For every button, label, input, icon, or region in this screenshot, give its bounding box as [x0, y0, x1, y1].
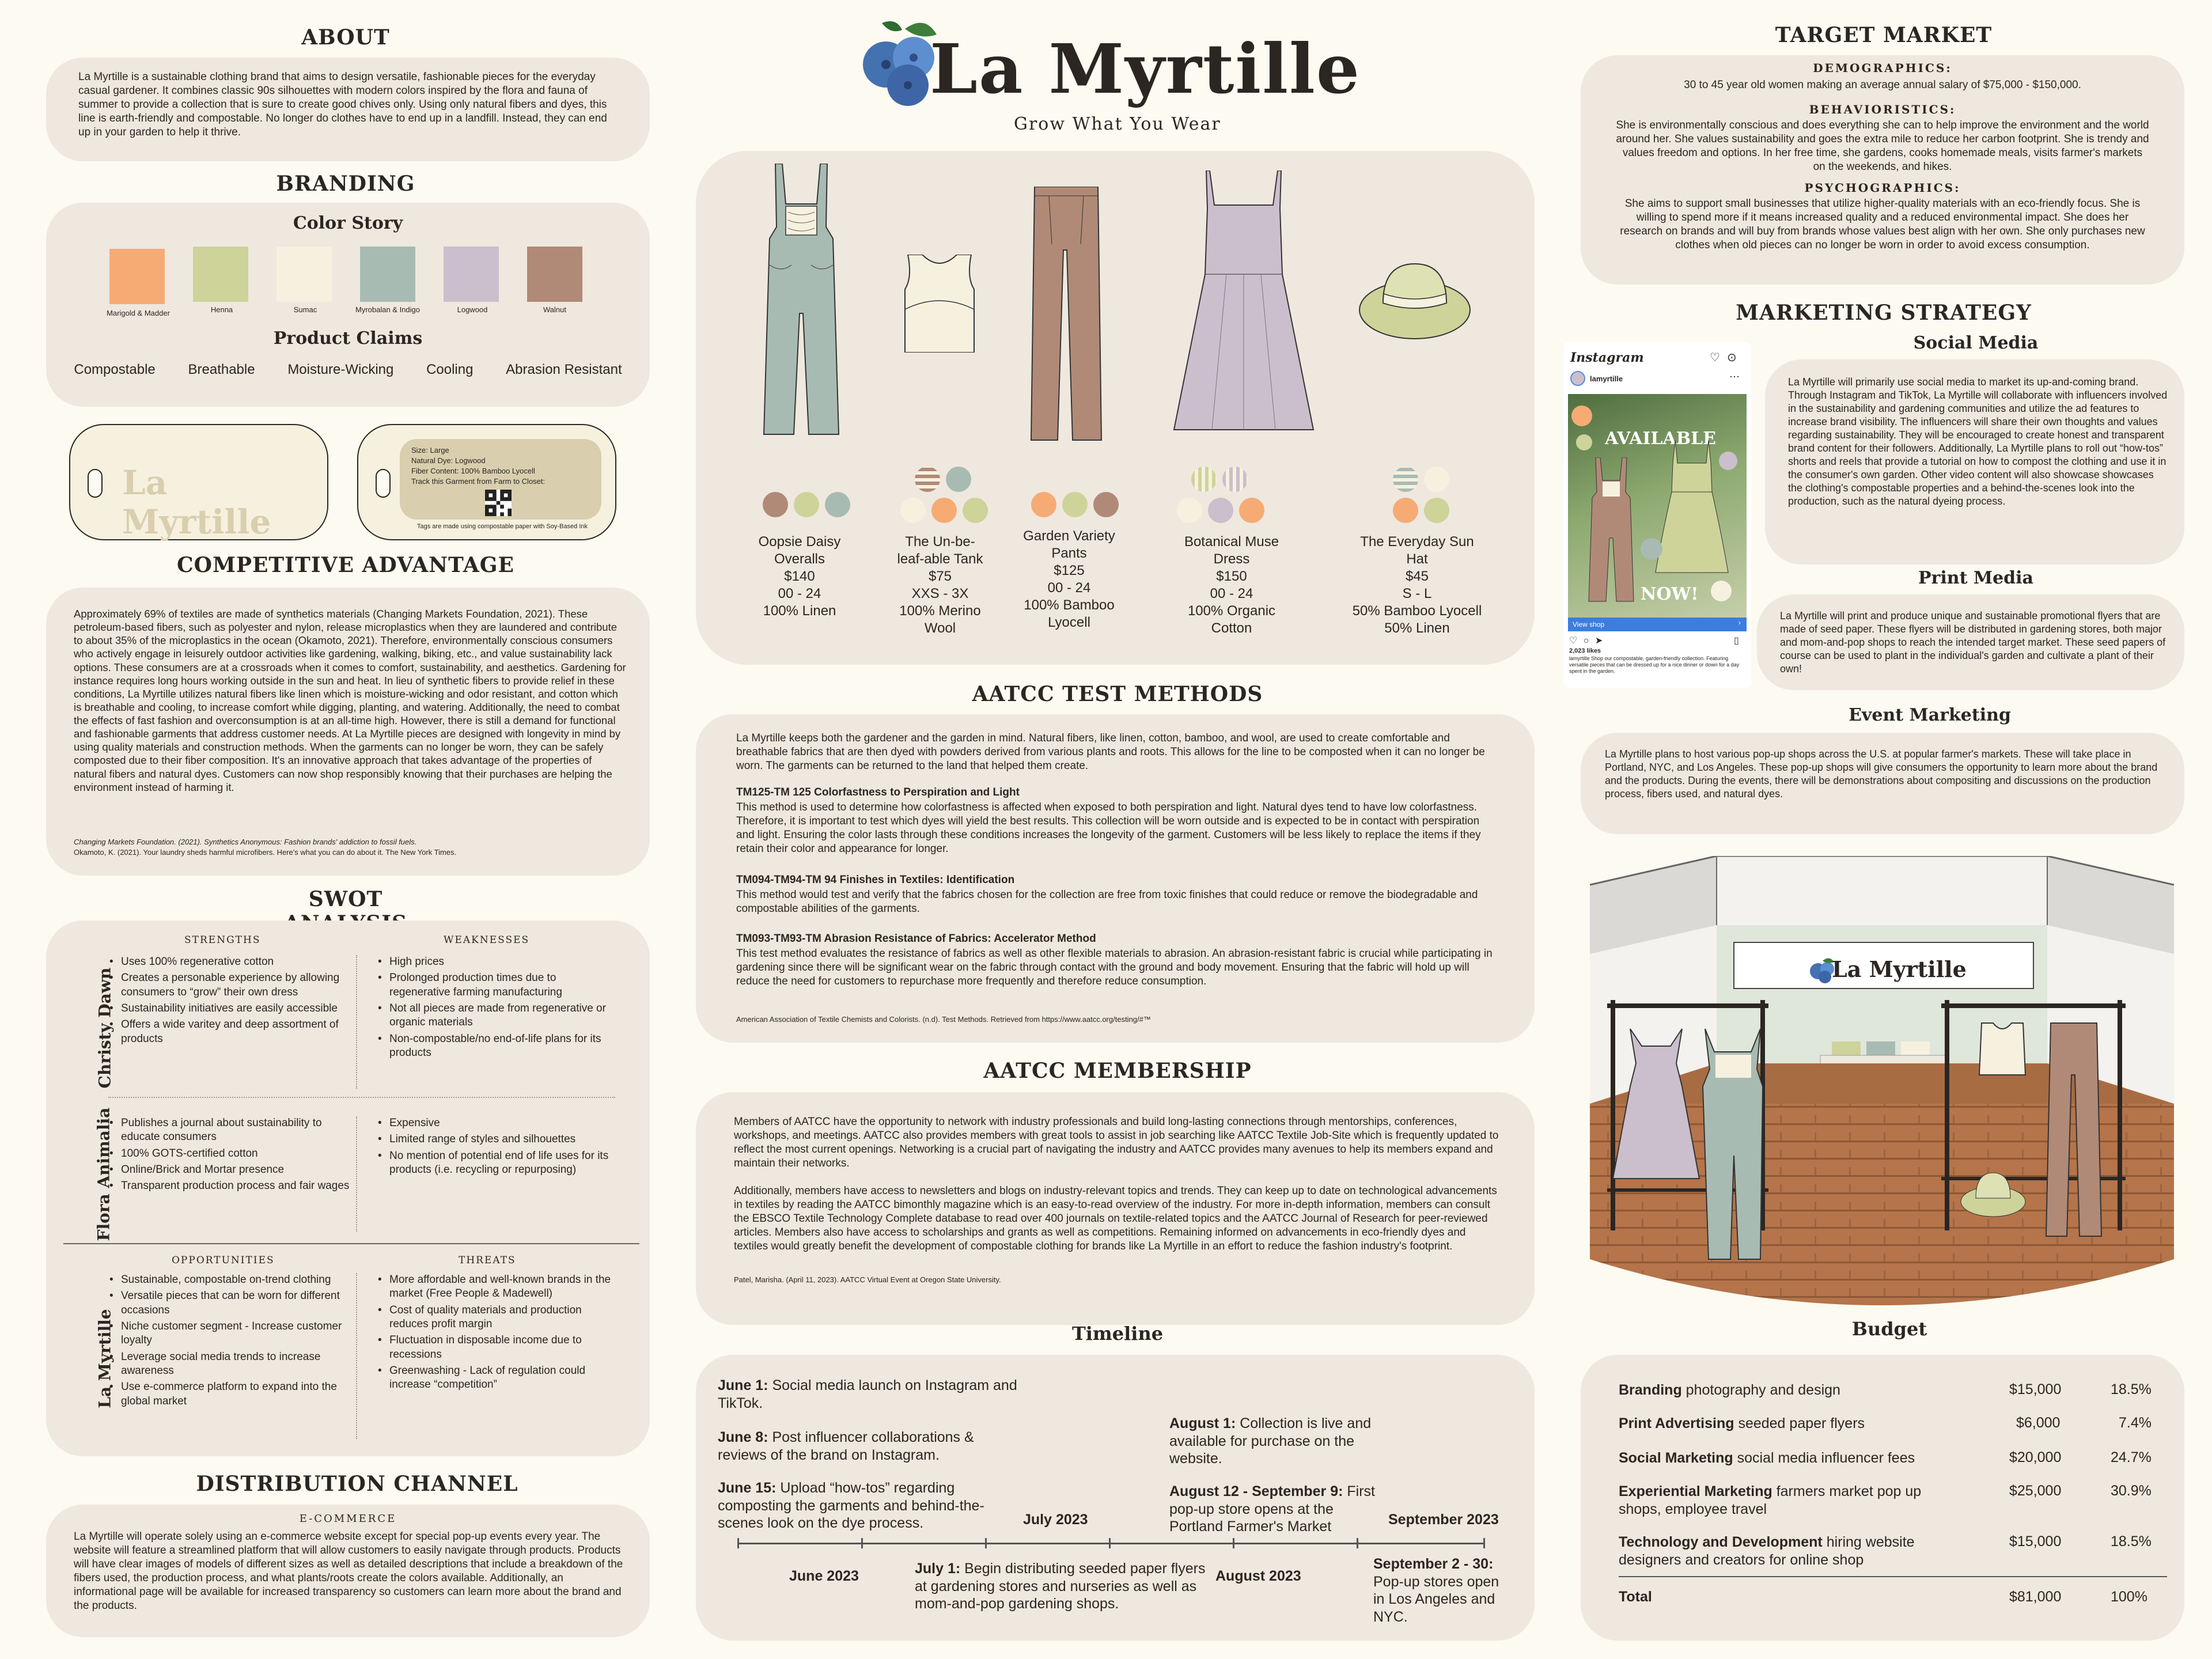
- reference: Okamoto, K. (2021). Your laundry sheds harmful microfibers. Here's what you can do about it. The New York Times.: [74, 848, 457, 857]
- instagram-mockup: [1563, 342, 1751, 688]
- aatcc-tests-title: AATCC TEST METHODS: [972, 682, 1263, 706]
- avatar[interactable]: [1570, 371, 1585, 386]
- timeline-event: [1169, 1415, 1377, 1468]
- budget-category: Print Advertising: [1619, 1415, 1734, 1431]
- event-marketing-text: La Myrtille plans to host various pop-up shops across the U.S. at popular farmer's markets. These will take place in Portland, NYC, and Los Angeles. These pop-up shops will give consumers the opportunity to learn more about the brand and the products. During the events, there will be demonstrations about compositing and discussions on the production process, fibers used, and natural dyes.: [1605, 748, 2158, 800]
- tank-illustration: [902, 255, 977, 353]
- product-fiber: 100% Merino Wool: [899, 603, 981, 636]
- behavioristics-text: She is environmentally conscious and does everything she can to help improve the environment and the world around her. She values sustainability and goes the extra mile to reduce her carbon footprint. She is trendy and values freedom and options. In her free time, she gardens, cooks homemade meals, visits farmer's markets on the weekends, and hikes.: [1616, 119, 2149, 173]
- competitive-title: COMPETITIVE ADVANTAGE: [177, 553, 514, 577]
- budget-total-pct: 100%: [2111, 1589, 2147, 1605]
- tag-label-panel: [400, 439, 601, 520]
- color-dot: [1424, 467, 1449, 492]
- tag-logo: La Myrtille: [122, 463, 271, 541]
- timeline-tick: [1109, 1538, 1111, 1548]
- product-fiber: 50% Bamboo Lyocell 50% Linen: [1352, 603, 1482, 636]
- threats-title: THREATS: [459, 1255, 516, 1266]
- list-item: • Cost of quality materials and production reduces profit margin: [377, 1304, 619, 1332]
- product-fiber: 100% Organic Cotton: [1187, 603, 1276, 636]
- tag-note: Tags are made using compostable paper with Soy-Based Ink: [417, 523, 588, 530]
- claim-item: Compostable: [74, 362, 156, 377]
- budget-category: Social Marketing: [1619, 1450, 1733, 1466]
- color-dot: [946, 467, 971, 492]
- event-text: Post influencer collaborations & reviews of the brand on Instagram.: [718, 1429, 974, 1463]
- list-item: • No mention of potential end of life uses for its products (i.e. recycling or repurposing): [377, 1149, 619, 1177]
- social-media-card: [1765, 359, 2184, 565]
- test-title: TM093-TM93-TM Abrasion Resistance of Fabrics: Accelerator Method: [736, 933, 1096, 945]
- list-item: • Greenwashing - Lack of regulation could increase “competition”: [377, 1364, 619, 1392]
- budget-row: [1619, 1483, 1964, 1519]
- competitive-text: Approximately 69% of textiles are made of synthetics materials (Changing Markets Foundation, 2021). These petroleum-based fibers, such as polyester and nylon, release microplastics when they are laundered and contribute to about 35% of the microplastics in the ocean (Okamoto, 2021). Therefore, environmentally conscious consumers who actively engage in leisurely outdoor activities like gardening, walking, biking, etc., and value sustainability lack options. These consumers are at a crossroads when it comes to comfort, sustainability, and aesthetics. Gardening for instance requires long hours working outside in the sun and heat. In lieu of synthetic fibers to provide relief in these conditions, La Myrtille utilizes natural fibers like linen which is moisture-wicking and odor resistant, and cotton which is breathable and cooling, to increase comfort while digging, planting, and watering. Additionally, the need to combat the effects of fast fashion and overconsumption is at an all-time high. However, there is still a demand for functional and fashionable garments that address customer needs. At La Myrtille pieces are designed with longevity in mind by using quality materials and construction methods. When the garments can no longer be worn, they can be safely composted due to their fiber composition. It's an innovative approach that takes advantage of the properties of natural fibers and natural dyes. Customers can now shop responsibly knowing that their purchases are helping the environment instead of harming it.: [74, 608, 626, 793]
- color-dots: [1393, 467, 1449, 523]
- list-item: • Creates a personable experience by allowing consumers to “grow” their own dress: [108, 971, 362, 999]
- budget-pct: 18.5%: [2111, 1533, 2152, 1550]
- budget-category: Experiential Marketing: [1619, 1483, 1772, 1499]
- swot-vdivider: [356, 1116, 357, 1232]
- save-icon[interactable]: ▯: [1734, 636, 1739, 646]
- budget-pct: 7.4%: [2119, 1415, 2152, 1431]
- claim-item: Moisture-Wicking: [287, 362, 394, 377]
- event-date: June 1:: [718, 1377, 768, 1393]
- marketing-title: MARKETING STRATEGY: [1736, 301, 2032, 325]
- event-text: First pop-up store opens at the Portland Farmer's Market: [1169, 1483, 1375, 1535]
- tag-line: Fiber Content: 100% Bamboo Lyocell: [411, 467, 535, 475]
- swatch-sumac: [276, 247, 332, 302]
- qr-code-icon: [485, 490, 512, 516]
- color-dot: [1208, 498, 1233, 523]
- test-text: This method would test and verify that the fabrics chosen for the collection are free from toxic finishes that could reduce or remove the biodegradable and compostable abilities of the garments.: [736, 889, 1478, 915]
- timeline-tick: [985, 1538, 987, 1548]
- product-sizes: 00 - 24: [1210, 586, 1253, 601]
- test-text: This method is used to determine how colorfastness is affected when exposed to both perspiration and light. Natural dyes tend to have low colorfastness. Therefore, it is important to test which dyes will yield the best results. This collection will be worn outside and is expected to be in contact with perspiration and light. Ensuring the color lasts through these conditions increases the longevity of the garment. Customers will be less likely to replace the items if they retain their color and appearance for longer.: [736, 801, 1481, 855]
- swot-row-label: Christy Dawn: [95, 967, 115, 1089]
- list-item: • Non-compostable/no end-of-life plans for its products: [377, 1032, 619, 1060]
- aatcc-membership-card: [696, 1092, 1535, 1325]
- tag-line: Natural Dye: Logwood: [411, 456, 486, 465]
- list-item: • Publishes a journal about sustainability to educate consumers: [108, 1116, 362, 1145]
- opportunities-title: OPPORTUNITIES: [172, 1255, 275, 1266]
- brand-title: La Myrtille: [930, 29, 1361, 109]
- budget-total-amount: $81,000: [2009, 1589, 2062, 1605]
- fa-strengths-list: [108, 1116, 362, 1196]
- likes-count: 2,023 likes: [1569, 647, 1601, 654]
- more-icon[interactable]: ⋯: [1729, 371, 1740, 382]
- test-text: This test method evaluates the resistance of fabrics as well as other flexible materials to abrasion. An abrasion-resistant fabric is crucial while participating in gardening since there will be significant wear on the fabric through contact with the ground and body movement. Ensuring that the fabric will hold up will reduce the need for customers to repurchase more frequently and therefore reduce consumption.: [736, 948, 1493, 987]
- post-caption: lamyrtille Shop our compostable, garden-friendly collection. Featuring versatile pieces that can be dressed up for a nice dinner or down for a day spent in the garden.: [1569, 656, 1740, 674]
- comment-icon[interactable]: ○: [1583, 636, 1589, 646]
- timeline-event: [718, 1377, 1017, 1412]
- timeline-card: [696, 1355, 1535, 1641]
- event-date: July 1:: [915, 1560, 961, 1577]
- psychographics-text: She aims to support small businesses that utilize higher-quality materials with an eco-friendly focus. She is willing to spend more if it means increased quality and a reduced environmental impact. She does her research on brands and will buy from brands whose values best align with her own. She only purchases new clothes when old pieces can no longer be worn in order to avoid excess consumption.: [1620, 198, 2145, 251]
- event-date: August 12 - September 9:: [1169, 1483, 1343, 1499]
- budget-desc: hiring website designers and creators for online shop: [1619, 1534, 1915, 1569]
- timeline-event: [1373, 1555, 1512, 1626]
- color-dots: [763, 492, 850, 517]
- event-text: Pop-up stores open in Los Angeles and NYC.: [1373, 1573, 1499, 1625]
- color-dot: [825, 492, 850, 517]
- flower-icon: [1711, 581, 1732, 601]
- product-sizes: 00 - 24: [778, 586, 821, 601]
- reference: American Association of Textile Chemists and Colorists. (n.d). Test Methods. Retrieved from https://www.aatcc.org/testing/#™: [736, 1015, 1151, 1024]
- product-caption: [1174, 533, 1289, 637]
- swatch-label: Logwood: [457, 305, 488, 314]
- color-dot: [1093, 492, 1119, 517]
- color-dots: [900, 498, 988, 523]
- budget-desc: seeded paper flyers: [1734, 1415, 1865, 1431]
- budget-row: [1619, 1449, 1976, 1467]
- swot-row-label: Flora Animalia: [94, 1107, 113, 1241]
- product-sizes: XXS - 3X: [911, 586, 969, 601]
- color-dot: [900, 498, 926, 523]
- aatcc-intro: La Myrtille keeps both the gardener and the garden in mind. Natural fibers, like linen, cotton, bamboo, and wool, are used to create comfortable and breathable fabrics that are then dyed with powders derived from various plants and roots. This allows for the line to be composted when it can no longer be worn. The garments can be returned to the land that helped them create.: [736, 732, 1485, 772]
- distribution-subtitle: E-COMMERCE: [299, 1513, 397, 1525]
- budget-amount: $25,000: [2009, 1483, 2062, 1499]
- timeline-axis: [737, 1543, 1485, 1544]
- gingham-dot: [1191, 467, 1217, 492]
- budget-row: [1619, 1415, 1918, 1433]
- heart-icon[interactable]: ♡: [1710, 351, 1720, 364]
- event-text: Upload “how-tos” regarding composting the garments and behind-the-scenes look on the dye process.: [718, 1480, 984, 1531]
- branding-title: BRANDING: [276, 172, 415, 196]
- post-now-text: NOW!: [1641, 584, 1699, 604]
- gingham-dot: [1222, 467, 1248, 492]
- color-dot: [1393, 498, 1418, 523]
- product-name: Botanical Muse Dress: [1184, 534, 1279, 567]
- budget-amount: $15,000: [2009, 1381, 2062, 1397]
- post-available-text: AVAILABLE: [1605, 429, 1717, 449]
- view-shop-label: View shop: [1573, 620, 1605, 628]
- product-name: Garden Variety Pants: [1023, 528, 1115, 561]
- event-date: June 8:: [718, 1429, 768, 1445]
- timeline-event: [718, 1479, 1017, 1532]
- budget-desc: farmers market pop up shops, employee travel: [1619, 1483, 1922, 1518]
- claim-item: Abrasion Resistant: [506, 362, 622, 377]
- list-item: • Limited range of styles and silhouettes: [377, 1132, 619, 1146]
- print-media-title: Print Media: [1918, 568, 2033, 588]
- budget-amount: $15,000: [2009, 1533, 2062, 1550]
- timeline-event: [915, 1560, 1214, 1613]
- behavioristics-title: BEHAVIORISTICS:: [1809, 103, 1956, 116]
- flower-icon: [1576, 434, 1592, 450]
- like-icon[interactable]: ♡: [1569, 636, 1578, 646]
- list-item: • High prices: [377, 955, 619, 969]
- list-item: • Use e-commerce platform to expand into the global market: [108, 1380, 362, 1408]
- color-dots: [1031, 492, 1119, 517]
- swot-card: [46, 921, 650, 1456]
- cd-weaknesses-list: [377, 955, 619, 1062]
- reference: Patel, Marisha. (April 11, 2023). AATCC Virtual Event at Oregon State University.: [734, 1275, 1001, 1284]
- swot-divider-solid: [63, 1243, 639, 1244]
- list-item: • Versatile pieces that can be worn for different occasions: [108, 1289, 362, 1317]
- timeline-month: July 2023: [1023, 1512, 1088, 1528]
- distribution-text: La Myrtille will operate solely using an e-commerce website except for special pop-up events every year. The website will feature a streamlined platform that will allow customers to easily navigate through products. Products will have clear images of models of different sizes as well as detailed descriptions that include a breakdown of the fibers used, the production process, and what plants/roots create the colors available. Additionally, an informational page will be available for increased transparency so customers can learn more about the brand and the products.: [74, 1531, 623, 1612]
- product-sizes: S - L: [1402, 586, 1432, 601]
- budget-divider: [1619, 1576, 2167, 1577]
- color-dot: [763, 492, 788, 517]
- social-media-text: La Myrtille will primarily use social media to market its up-and-coming brand. Through Instagram and TikTok, La Myrtille will collaborate with influencers involved in the sustainability and gardening communities and utilize the ad features to increase brand visibility. The influencers will share their own thoughts and values regarding sustainability. They will be encouraged to create honest and transparent brand content for their followers. Additionally, La Myrtille plans to roll out “how-tos” shorts and reels that provide a tutorial on how to compost the clothing and use it in the consumer's own garden. Other video content will also showcase showcases the clothing's compostable properties and a behind-the-scenes look into the production, such as the natural dyeing process.: [1788, 376, 2168, 507]
- timeline-title: Timeline: [1071, 1323, 1164, 1344]
- color-dots: [1177, 498, 1264, 523]
- swatch-walnut: [527, 247, 582, 302]
- swot-title: SWOT: [308, 887, 383, 911]
- event-text: Social media launch on Instagram and TikTok.: [718, 1377, 1017, 1411]
- budget-pct: 24.7%: [2111, 1449, 2152, 1465]
- membership-p1: Members of AATCC have the opportunity to network with industry professionals and build long-lasting connections through mentorships, conferences, workshops, and meetings. AATCC also provides members with great tools to assist in job searching like AATCC Textile Job-Site which is frequently updated to reflect the most current openings. Networking is a crucial part of navigating the industry and AATCC provides many avenues to help its members expand and maintain their networks.: [734, 1116, 1499, 1169]
- budget-desc: social media influencer fees: [1733, 1450, 1915, 1466]
- chevron-right-icon: ›: [1738, 619, 1741, 627]
- messenger-icon[interactable]: ⊙: [1727, 351, 1737, 364]
- budget-amount: $6,000: [2016, 1415, 2061, 1431]
- swot-vdivider: [356, 1273, 357, 1439]
- event-marketing-card: [1581, 733, 2184, 834]
- product-name: Oopsie Daisy Overalls: [758, 534, 841, 567]
- product-sizes: 00 - 24: [1047, 580, 1091, 596]
- target-market-card: [1581, 55, 2184, 285]
- tag-hole: [376, 469, 391, 498]
- budget-title: Budget: [1851, 1318, 1927, 1340]
- list-item: • Sustainable, compostable on-trend clothing: [108, 1273, 362, 1287]
- instagram-app-name: Instagram: [1570, 350, 1644, 365]
- list-item: • Uses 100% regenerative cotton: [108, 955, 362, 969]
- list-item: • Sustainability initiatives are easily accessible: [108, 1002, 362, 1016]
- event-date: September 2 - 30:: [1373, 1556, 1494, 1572]
- list-item: • Not all pieces are made from regenerative or organic materials: [377, 1002, 619, 1030]
- timeline-tick: [737, 1538, 739, 1548]
- event-text: Begin distributing seeded paper flyers at gardening stores and nurseries as well as mom-and-pop gardening shops.: [915, 1560, 1206, 1612]
- post-dress-icon: [1654, 440, 1729, 578]
- reference: Changing Markets Foundation. (2021). Synthetics Anonymous: Fashion brands' addiction to fossil fuels.: [74, 838, 417, 846]
- post-image[interactable]: [1568, 394, 1747, 619]
- product-price: $125: [1054, 563, 1085, 578]
- color-dot: [1031, 492, 1056, 517]
- popup-store-illustration: [1590, 856, 2174, 1309]
- product-name: The Everyday Sun Hat: [1360, 534, 1474, 567]
- list-item: • Online/Brick and Mortar presence: [108, 1163, 362, 1177]
- budget-pct: 18.5%: [2111, 1381, 2152, 1397]
- hangtag-front: [69, 424, 328, 540]
- color-dot: [931, 498, 957, 523]
- pants-illustration: [1029, 187, 1104, 446]
- color-dot: [1062, 492, 1088, 517]
- fa-weaknesses-list: [377, 1116, 619, 1179]
- budget-row: [1619, 1381, 1918, 1399]
- overalls-illustration: [758, 164, 844, 449]
- print-media-card: [1757, 594, 2184, 690]
- color-dot: [1424, 498, 1449, 523]
- instagram-username[interactable]: lamyrtille: [1590, 374, 1623, 383]
- demographics-title: DEMOGRAPHICS:: [1813, 61, 1952, 75]
- claims-row: [58, 362, 638, 378]
- store-sign: La Myrtille: [1832, 956, 1967, 982]
- timeline-tick: [1483, 1538, 1485, 1548]
- gingham-dot: [915, 467, 940, 492]
- branding-card: [46, 203, 650, 407]
- budget-card: [1581, 1355, 2184, 1641]
- flower-icon: [1641, 538, 1662, 560]
- demographics-text: 30 to 45 year old women making an average annual salary of $75,000 - $150,000.: [1684, 79, 2081, 91]
- list-item: • Fluctuation in disposable income due to recessions: [377, 1334, 619, 1362]
- timeline-event: [718, 1429, 1017, 1464]
- claim-item: Breathable: [188, 362, 255, 377]
- product-fiber: 100% Bamboo Lyocell: [1024, 597, 1115, 630]
- color-dots: [1191, 467, 1248, 492]
- about-card: [46, 58, 650, 161]
- product-caption: [748, 533, 851, 620]
- tagline: Grow What You Wear: [1014, 114, 1221, 134]
- product-caption: [894, 533, 986, 637]
- budget-desc: photography and design: [1681, 1382, 1840, 1398]
- event-date: August 1:: [1169, 1415, 1236, 1431]
- color-dot: [1239, 498, 1264, 523]
- swatch-label: Marigold & Madder: [107, 309, 170, 317]
- tag-line: Size: Large: [411, 446, 449, 454]
- post-overalls-icon: [1585, 457, 1637, 607]
- timeline-tick: [861, 1538, 863, 1548]
- share-icon[interactable]: ➤: [1594, 636, 1603, 646]
- timeline-event: [1169, 1483, 1377, 1536]
- swatch-henna: [193, 247, 248, 302]
- list-item: • 100% GOTS-certified cotton: [108, 1147, 362, 1161]
- social-media-title: Social Media: [1913, 333, 2039, 353]
- swatch-logwood: [444, 247, 499, 302]
- product-caption: [1348, 533, 1486, 637]
- color-dot: [794, 492, 819, 517]
- lm-threats-list: [377, 1273, 619, 1395]
- color-dots: [915, 467, 971, 492]
- timeline-month: June 2023: [789, 1568, 859, 1584]
- budget-pct: 30.9%: [2111, 1483, 2152, 1499]
- swatch-label: Myrobalan & Indigo: [355, 305, 420, 314]
- budget-row: [1619, 1533, 1976, 1570]
- strengths-title: STRENGTHS: [184, 934, 261, 946]
- tag-line: Track this Garment from Farm to Closet:: [411, 477, 546, 486]
- product-fiber: 100% Linen: [763, 603, 836, 619]
- test-title: TM094-TM94-TM 94 Finishes in Textiles: Identification: [736, 874, 1015, 886]
- budget-amount: $20,000: [2009, 1449, 2062, 1465]
- swatch-marigold: [109, 249, 165, 304]
- about-title: ABOUT: [301, 25, 390, 50]
- flower-icon: [1719, 452, 1737, 470]
- list-item: • Niche customer segment - Increase customer loyalty: [108, 1320, 362, 1348]
- color-dot: [963, 498, 988, 523]
- gingham-dot: [1393, 467, 1418, 492]
- list-item: • Transparent production process and fair wages: [108, 1179, 362, 1193]
- psychographics-title: PSYCHOGRAPHICS:: [1804, 181, 1961, 195]
- list-item: • Expensive: [377, 1116, 619, 1130]
- print-media-text: La Myrtille will print and produce unique and sustainable promotional flyers that are made of seed paper. These flyers will be distributed in gardening stores, both major and mom-and-pop shops to reach the intended target market. These seed papers of course can be used to plant in the individual's garden and cultivate a plant of their own!: [1780, 610, 2166, 675]
- flower-icon: [1571, 406, 1592, 426]
- timeline-month: August 2023: [1215, 1568, 1301, 1584]
- timeline-tick: [1233, 1538, 1234, 1548]
- swatch-label: Walnut: [543, 305, 566, 314]
- post-actions: [1569, 635, 1603, 646]
- swot-divider: [108, 1097, 615, 1098]
- color-dot: [1177, 498, 1202, 523]
- weaknesses-title: WEAKNESSES: [444, 934, 530, 946]
- product-price: $150: [1216, 569, 1247, 584]
- view-shop-bar[interactable]: [1568, 618, 1747, 631]
- product-caption: [1012, 528, 1127, 631]
- test-title: TM125-TM 125 Colorfastness to Perspiration and Light: [736, 786, 1020, 798]
- budget-category: Technology and Development: [1619, 1534, 1823, 1550]
- list-item: • Prolonged production times due to regenerative farming manufacturing: [377, 971, 619, 999]
- sun-hat-illustration: [1357, 258, 1472, 344]
- swatch-myrobalan: [360, 247, 415, 302]
- tag-hole: [88, 469, 103, 498]
- list-item: • Leverage social media trends to increase awareness: [108, 1350, 362, 1378]
- timeline-tick: [1357, 1538, 1358, 1548]
- product-name: The Un-be-leaf-able Tank: [897, 534, 983, 567]
- product-price: $75: [928, 569, 952, 584]
- budget-category: Branding: [1619, 1382, 1682, 1398]
- event-date: June 15:: [718, 1480, 777, 1496]
- dress-illustration: [1172, 171, 1316, 441]
- aatcc-tests-card: [696, 714, 1535, 1043]
- cd-strengths-list: [108, 955, 362, 1048]
- budget-total-label: Total: [1619, 1589, 1652, 1605]
- claim-item: Cooling: [426, 362, 474, 377]
- membership-p2: Additionally, members have access to newsletters and blogs on industry-relevant topics and trends. They can keep up to date on technological advancements in textiles by reading the AATCC bimonthly magazine which is an easy-to-read overview of the industry. For more in-depth information, members can consult the EBSCO Textile Technology Complete database to read over 400 journals on textile-related topics and the AATCC Journal of Research for peer-reviewed articles. Members also have access to scholarships and grants as well as competitions. Remaining informed on advancements in eco-friendly dyes and textiles would greatly benefit the development of compostable clothing for brands like La Myrtille in an effort to reduce the fashion industry's footprint.: [734, 1185, 1497, 1252]
- timeline-month: September 2023: [1388, 1512, 1499, 1528]
- list-item: • More affordable and well-known brands in the market (Free People & Madewell): [377, 1273, 619, 1301]
- swot-row-label: La Myrtille: [95, 1309, 115, 1408]
- products-card: [696, 151, 1535, 665]
- swot-vdivider: [356, 955, 357, 1089]
- lm-opportunities-list: [108, 1273, 362, 1411]
- product-claims-title: Product Claims: [273, 328, 423, 349]
- competitive-card: [46, 588, 650, 876]
- product-price: $140: [784, 569, 815, 584]
- color-story-title: Color Story: [293, 213, 403, 233]
- popup-store-scene: [1590, 856, 2174, 1309]
- swatch-label: Sumac: [293, 305, 317, 314]
- list-item: • Offers a wide varitey and deep assortment of products: [108, 1018, 362, 1046]
- distribution-card: [46, 1505, 650, 1637]
- product-price: $45: [1405, 569, 1429, 584]
- event-marketing-title: Event Marketing: [1849, 705, 2011, 725]
- hangtag-back: [357, 424, 616, 540]
- about-text: La Myrtille is a sustainable clothing brand that aims to design versatile, fashionable pieces for the everyday casual gardener. It combines classic 90s silhouettes with modern colors inspired by the flora and fauna of summer to provide a collection that is sure to create good chives only. Using only natural fibers and dyes, this line is earth-friendly and compostable. No longer do clothes have to end up in a landfill. Instead, they can end up in your garden to help it thrive.: [78, 71, 607, 138]
- target-market-title: TARGET MARKET: [1775, 23, 1993, 47]
- distribution-title: DISTRIBUTION CHANNEL: [196, 1472, 518, 1496]
- swatch-label: Henna: [210, 305, 233, 314]
- aatcc-membership-title: AATCC MEMBERSHIP: [983, 1059, 1252, 1083]
- event-text: Collection is live and available for purchase on the website.: [1169, 1415, 1372, 1467]
